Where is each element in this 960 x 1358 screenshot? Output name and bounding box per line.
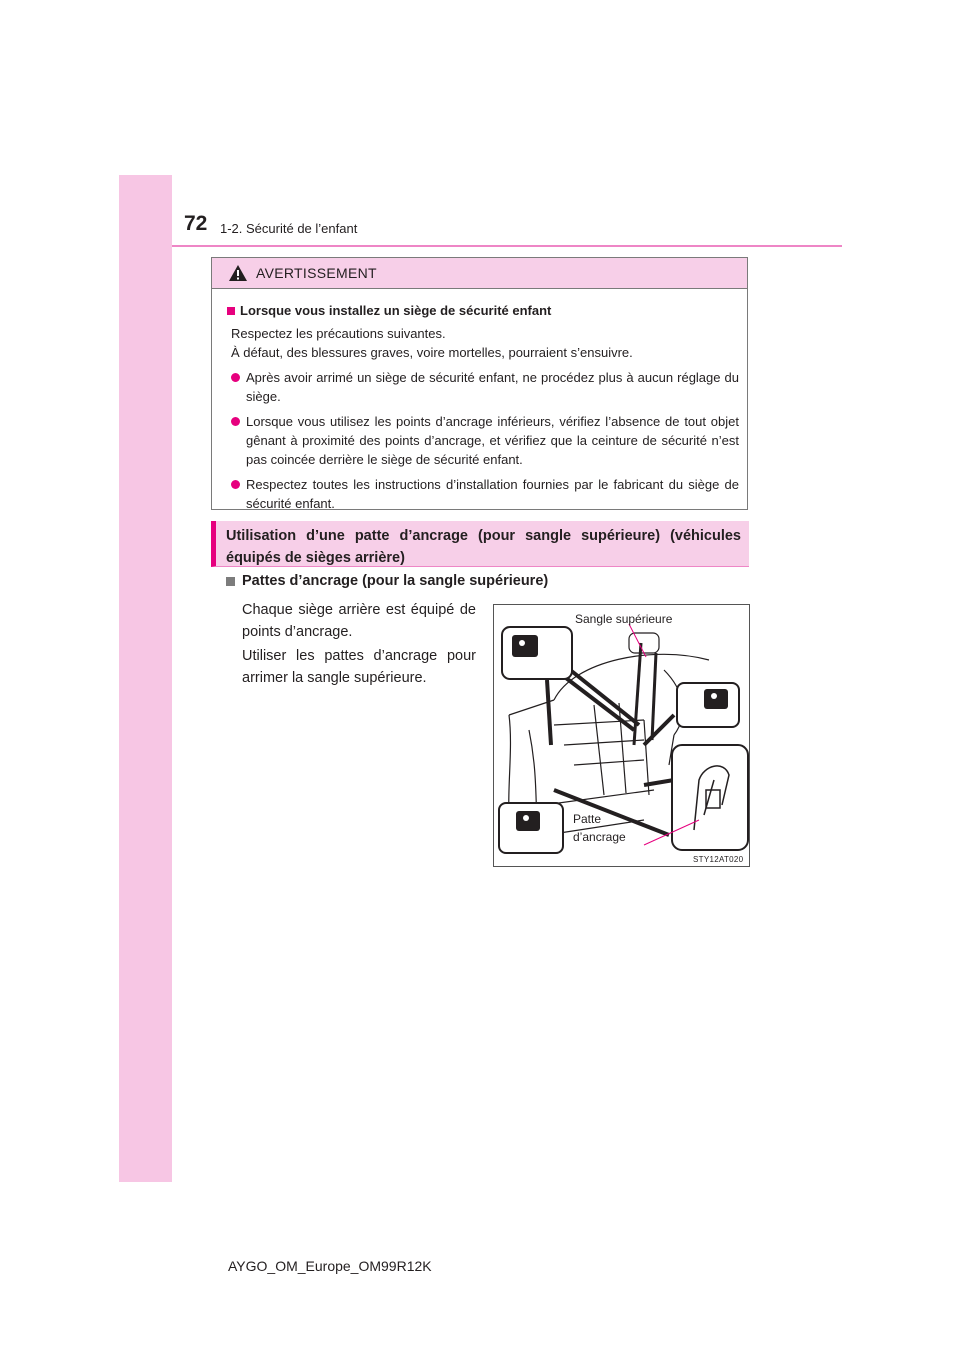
warning-triangle-icon <box>228 264 248 282</box>
side-tab-band <box>119 175 172 1182</box>
label-anchor-line1: Patte <box>573 812 602 826</box>
round-bullet-icon <box>231 417 240 426</box>
subsection-heading: Pattes d’ancrage (pour la sangle supérieure) <box>226 573 548 589</box>
warning-body <box>212 289 747 513</box>
warning-title: AVERTISSEMENT <box>256 265 377 281</box>
anchor-figure <box>493 604 750 867</box>
section-band <box>211 521 749 567</box>
page-number: 72 <box>184 212 208 235</box>
square-bullet-icon <box>226 577 235 586</box>
section-band-title: Utilisation d’une patte d’ancrage (pour sangle supérieure) (véhicules équipés de sièges arrière) <box>226 528 741 566</box>
figure-code: STY12AT020 <box>693 855 744 864</box>
paragraph: Chaque siège arrière est équipé de points d’ancrage. <box>242 602 476 640</box>
round-bullet-icon <box>231 373 240 382</box>
round-bullet-icon <box>231 480 240 489</box>
paragraph: Utiliser les pattes d’ancrage pour arrimer la sangle supérieure. <box>242 648 476 686</box>
seat-illustration <box>494 605 750 867</box>
warning-header <box>212 258 747 289</box>
header-rule <box>172 245 842 247</box>
warning-bullet: Lorsque vous utilisez les points d’ancrage inférieurs, vérifiez l’absence de tout objet gênant à proximité des points d’ancrage, et vérifiez que la ceinture de sécurité n’est pas coincée derrière le siège de sécurité enfant. <box>227 412 739 469</box>
warning-bullet: Respectez toutes les instructions d’installation fournies par le fabricant du siège de sécurité enfant. <box>227 475 739 513</box>
warning-bullet: Après avoir arrimé un siège de sécurité enfant, ne procédez plus à aucun réglage du siège. <box>227 368 739 406</box>
label-top-strap: Sangle supérieure <box>575 612 673 626</box>
label-anchor-line2: d’ancrage <box>573 830 626 844</box>
warning-intro: Respectez les précautions suivantes. À défaut, des blessures graves, voire mortelles, pourraient s’ensuivre. <box>231 326 633 360</box>
warning-box <box>211 257 748 510</box>
warning-subheading: Lorsque vous installez un siège de sécurité enfant <box>227 301 739 320</box>
square-bullet-icon <box>227 307 235 315</box>
section-title: 1-2. Sécurité de l’enfant <box>220 221 358 236</box>
footer-doc-id: AYGO_OM_Europe_OM99R12K <box>228 1258 432 1274</box>
